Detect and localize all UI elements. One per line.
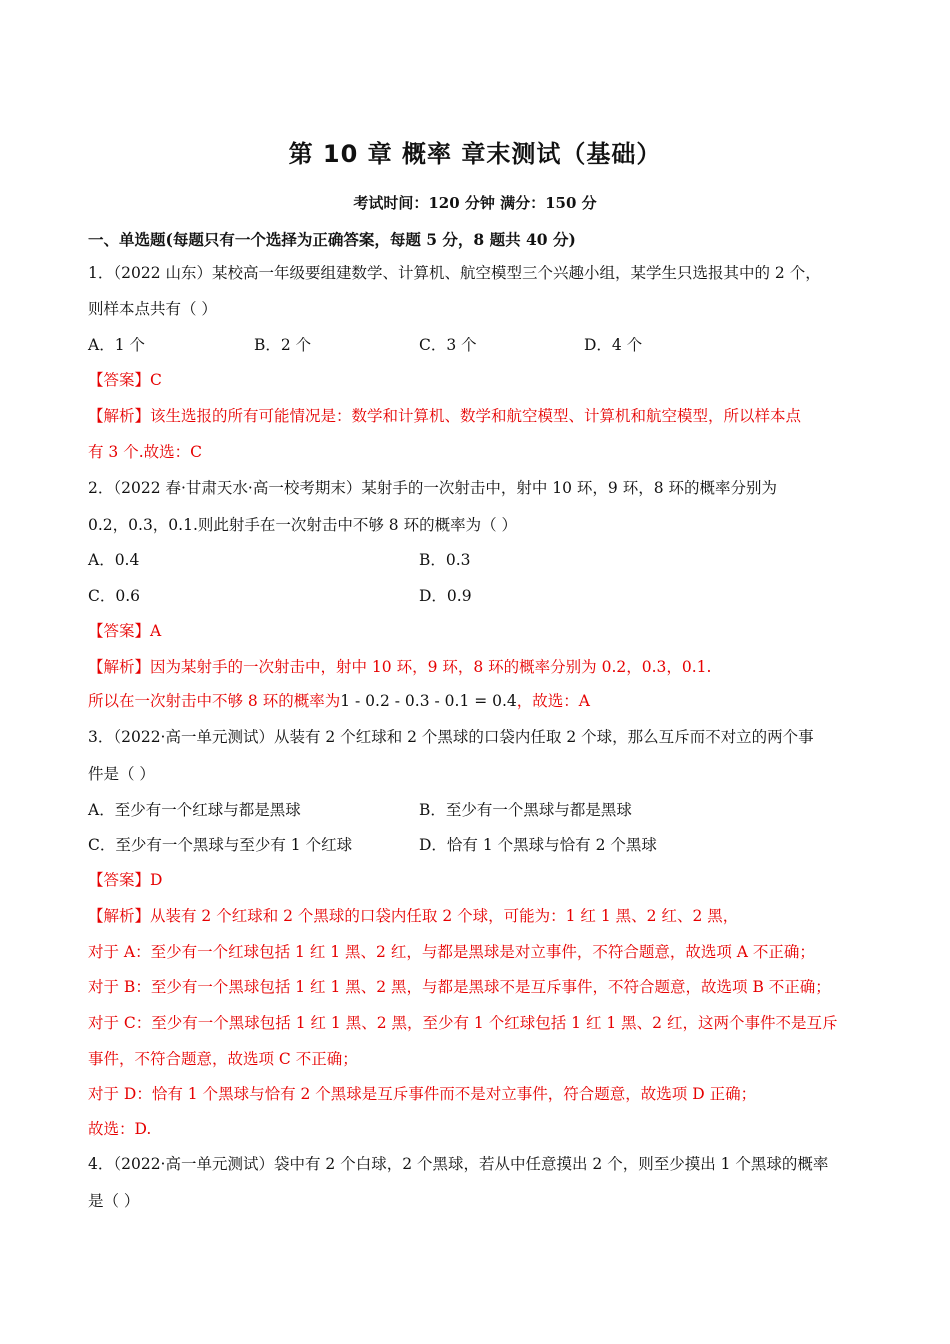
page-title: 第 10 章 概率 章末测试（基础） <box>288 140 662 168</box>
option-a: A．0.4 <box>88 551 140 569</box>
question-3-analysis-line1: 【解析】从装有 2 个红球和 2 个黑球的口袋内任取 2 个球，可能为：1 红 1 黑、2 红、2 黑， <box>88 907 739 925</box>
option-c: C．0.6 <box>88 587 141 605</box>
exam-info: 考试时间：120 分钟 满分：150 分 <box>353 194 597 212</box>
question-2-answer: 【答案】A <box>88 622 162 640</box>
option-a: A．至少有一个红球与都是黑球 <box>88 801 301 819</box>
question-3-analysis-line3: 对于 B：至少有一个黑球包括 1 红 1 黑、2 黑，与都是黑球不是互斥事件，不符合题意，故选项 B 不正确； <box>88 978 831 996</box>
question-1-stem-line1: 1．（2022 山东）某校高一年级要组建数学、计算机、航空模型三个兴趣小组，某学生只选报其中的 2 个， <box>88 264 821 282</box>
question-1-analysis-line2: 有 3 个.故选：C <box>88 443 203 461</box>
option-b: B．至少有一个黑球与都是黑球 <box>419 801 632 819</box>
option-d: D．恰有 1 个黑球与恰有 2 个黑球 <box>419 836 657 854</box>
option-d: D．4 个 <box>584 336 643 354</box>
question-1-stem-line2: 则样本点共有（ ） <box>88 300 217 318</box>
analysis-text-end: ，故选：A <box>516 692 590 710</box>
option-c: C．至少有一个黑球与至少有 1 个红球 <box>88 836 353 854</box>
question-3-answer: 【答案】D <box>88 871 163 889</box>
option-a: A．1 个 <box>88 336 145 354</box>
question-3-stem-line1: 3．（2022·高一单元测试）从装有 2 个红球和 2 个黑球的口袋内任取 2 个球，那么互斥而不对立的两个事 <box>88 728 814 746</box>
question-3-analysis-line2: 对于 A：至少有一个红球包括 1 红 1 黑、2 红，与都是黑球是对立事件，不符合题意，故选项 A 不正确； <box>88 943 815 961</box>
question-3-analysis-line6: 对于 D：恰有 1 个黑球与恰有 2 个黑球是互斥事件而不是对立事件，符合题意，故选项 D 正确； <box>88 1085 757 1103</box>
question-2-analysis-line2 <box>88 690 868 712</box>
question-4-stem-line2: 是（ ） <box>88 1192 140 1210</box>
question-3-analysis-line5: 事件，不符合题意，故选项 C 不正确； <box>88 1050 358 1068</box>
analysis-formula: 1 - 0.2 - 0.3 - 0.1 = 0.4 <box>340 692 517 710</box>
section-heading: 一、单选题(每题只有一个选择为正确答案，每题 5 分，8 题共 40 分) <box>88 230 576 249</box>
question-2-stem-line1: 2．（2022 春·甘肃天水·高一校考期末）某射手的一次射击中，射中 10 环，9 环，8 环的概率分别为 <box>88 479 777 497</box>
question-3-analysis-line7: 故选：D. <box>88 1120 152 1138</box>
option-c: C．3 个 <box>419 336 477 354</box>
question-1-answer: 【答案】C <box>88 371 162 389</box>
option-b: B．2 个 <box>254 336 312 354</box>
option-b: B．0.3 <box>419 551 471 569</box>
question-1-analysis-line1: 【解析】该生选报的所有可能情况是：数学和计算机、数学和航空模型、计算机和航空模型，所以样本点 <box>88 407 802 425</box>
question-3-analysis-line4: 对于 C：至少有一个黑球包括 1 红 1 黑、2 黑，至少有 1 个红球包括 1 红 1 黑、2 红，这两个事件不是互斥 <box>88 1014 838 1032</box>
question-4-stem-line1: 4．（2022·高一单元测试）袋中有 2 个白球，2 个黑球，若从中任意摸出 2 个，则至少摸出 1 个黑球的概率 <box>88 1155 829 1173</box>
question-2-analysis-line1: 【解析】因为某射手的一次射击中，射中 10 环，9 环，8 环的概率分别为 0.2，0.3，0.1. <box>88 658 712 676</box>
question-3-stem-line2: 件是（ ） <box>88 765 155 783</box>
question-2-stem-line2: 0.2，0.3，0.1.则此射手在一次射击中不够 8 环的概率为（ ） <box>88 516 518 534</box>
option-d: D．0.9 <box>419 587 472 605</box>
analysis-text: 所以在一次射击中不够 8 环的概率为 <box>88 692 341 710</box>
